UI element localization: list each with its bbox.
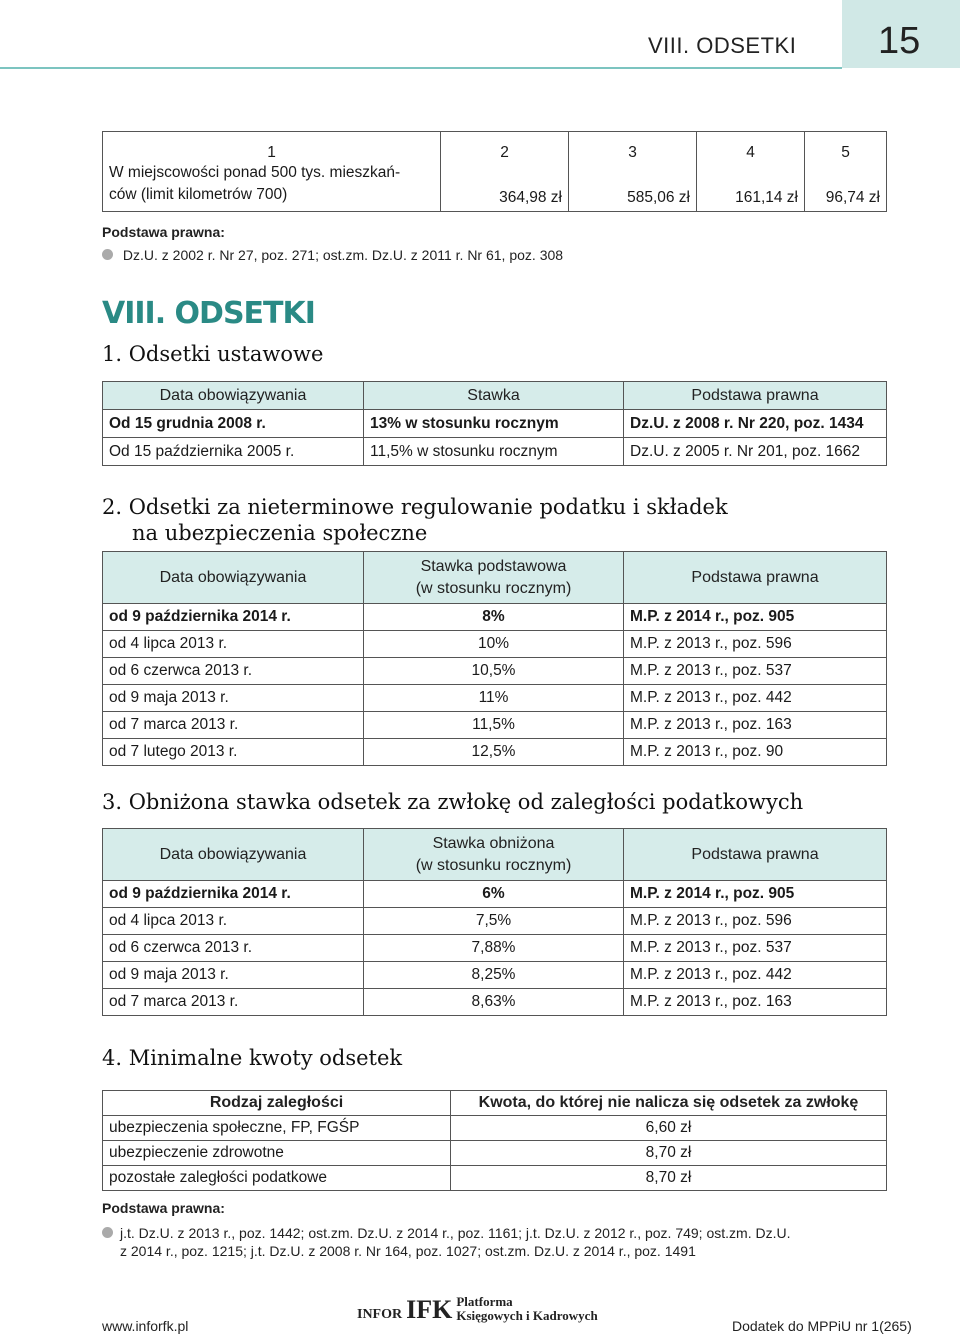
col-header-date: Data obowiązywania <box>103 382 364 410</box>
subsection-1-title: 1. Odsetki ustawowe <box>102 342 324 366</box>
cell-date: od 4 lipca 2013 r. <box>103 631 364 658</box>
table-row <box>103 438 887 466</box>
logo-infor: INFOR <box>357 1307 403 1322</box>
cell-date: Od 15 grudnia 2008 r. <box>103 410 364 438</box>
cell-basis: M.P. z 2013 r., poz. 442 <box>624 685 887 712</box>
table-row <box>103 935 887 962</box>
bullet-icon <box>102 249 113 260</box>
header-line: Stawka obniżona <box>432 834 555 852</box>
bullet-icon <box>102 1227 113 1238</box>
cell-rate: 8% <box>364 604 624 631</box>
minimum-interest-table <box>102 1090 887 1191</box>
cell-rate: 11,5% <box>364 712 624 739</box>
cell-date: Od 15 października 2005 r. <box>103 438 364 466</box>
table-row <box>103 908 887 935</box>
table-row <box>103 989 887 1016</box>
cell-basis: M.P. z 2013 r., poz. 596 <box>624 631 887 658</box>
value-cell: 585,06 zł <box>569 162 697 212</box>
value-cell: 96,74 zł <box>805 162 887 212</box>
cell-date: od 9 października 2014 r. <box>103 604 364 631</box>
table-row <box>103 631 887 658</box>
cell-date: od 9 maja 2013 r. <box>103 685 364 712</box>
table-row <box>103 162 887 212</box>
infor-ifk-logo <box>357 1295 598 1323</box>
subsection-2-title <box>102 494 728 546</box>
cell-basis: M.P. z 2013 r., poz. 163 <box>624 712 887 739</box>
logo-line: Platforma <box>456 1294 513 1309</box>
running-header: VIII. ODSETKI <box>648 33 797 58</box>
cell-type: ubezpieczenie zdrowotne <box>103 1141 451 1166</box>
footer-issue: Dodatek do MPPiU nr 1(265) <box>732 1318 912 1334</box>
cell-rate: 8,25% <box>364 962 624 989</box>
cell-rate: 11,5% w stosunku rocznym <box>364 438 624 466</box>
table-row <box>103 658 887 685</box>
cell-date: od 9 maja 2013 r. <box>103 962 364 989</box>
cell-date: od 6 czerwca 2013 r. <box>103 935 364 962</box>
row-label-line1: W miejscowości ponad 500 tys. mieszkań- <box>109 163 401 181</box>
cell-basis: M.P. z 2013 r., poz. 537 <box>624 658 887 685</box>
cell-basis: Dz.U. z 2008 r. Nr 220, poz. 1434 <box>624 410 887 438</box>
legal-basis-item <box>102 247 563 263</box>
cell-amount: 8,70 zł <box>451 1141 887 1166</box>
section-title: VIII. ODSETKI <box>102 296 315 331</box>
cell-date: od 4 lipca 2013 r. <box>103 908 364 935</box>
cell-rate: 7,5% <box>364 908 624 935</box>
table-row <box>103 410 887 438</box>
late-payment-interest-table <box>102 551 887 766</box>
cell-rate: 10,5% <box>364 658 624 685</box>
logo-line: Księgowych i Kadrowych <box>456 1308 598 1323</box>
header-rule <box>0 67 842 69</box>
title-line: na ubezpieczenia społeczne <box>132 521 428 545</box>
cell-basis: M.P. z 2013 r., poz. 163 <box>624 989 887 1016</box>
col-header-basis: Podstawa prawna <box>624 829 887 881</box>
col-header-3: 3 <box>569 132 697 162</box>
header-line: (w stosunku rocznym) <box>415 856 572 874</box>
legal-basis-text: z 2014 r., poz. 1215; j.t. Dz.U. z 2008 r. Nr 164, poz. 1027; ost.zm. Dz.U. z 2014 r., poz. 1491 <box>120 1243 696 1259</box>
table-row <box>103 1166 887 1191</box>
col-header-amount: Kwota, do której nie nalicza się odsetek za zwłokę <box>451 1091 887 1116</box>
legal-basis-item <box>102 1224 892 1260</box>
legal-basis-text: Dz.U. z 2002 r. Nr 27, poz. 271; ost.zm. Dz.U. z 2011 r. Nr 61, poz. 308 <box>122 247 564 263</box>
cell-date: od 9 października 2014 r. <box>103 881 364 908</box>
cell-amount: 8,70 zł <box>451 1166 887 1191</box>
cell-type: pozostałe zaległości podatkowe <box>103 1166 451 1191</box>
cell-date: od 7 marca 2013 r. <box>103 989 364 1016</box>
col-header-5: 5 <box>805 132 887 162</box>
cell-amount: 6,60 zł <box>451 1116 887 1141</box>
col-header-rate <box>364 552 624 604</box>
subsection-3-title: 3. Obniżona stawka odsetek za zwłokę od zaległości podatkowych <box>102 790 804 814</box>
header-line: (w stosunku rocznym) <box>415 579 572 597</box>
col-header-rate <box>364 829 624 881</box>
table-row <box>103 881 887 908</box>
title-line: 2. Odsetki za nieterminowe regulowanie podatku i składek <box>102 495 728 519</box>
col-header-4: 4 <box>697 132 805 162</box>
col-header-basis: Podstawa prawna <box>624 552 887 604</box>
col-header-rate: Stawka <box>364 382 624 410</box>
cell-date: od 6 czerwca 2013 r. <box>103 658 364 685</box>
table-row <box>103 1141 887 1166</box>
reduced-interest-table <box>102 828 887 1016</box>
cell-basis: M.P. z 2014 r., poz. 905 <box>624 604 887 631</box>
table-row <box>103 685 887 712</box>
table-row <box>103 739 887 766</box>
legal-basis-label: Podstawa prawna: <box>102 1200 225 1216</box>
col-header-2: 2 <box>441 132 569 162</box>
cell-basis: M.P. z 2014 r., poz. 905 <box>624 881 887 908</box>
cell-rate: 11% <box>364 685 624 712</box>
cell-rate: 10% <box>364 631 624 658</box>
col-header-1: 1 <box>103 132 441 162</box>
logo-ifk: IFK <box>406 1295 453 1324</box>
cell-rate: 8,63% <box>364 989 624 1016</box>
cell-date: od 7 lutego 2013 r. <box>103 739 364 766</box>
cell-rate: 6% <box>364 881 624 908</box>
value-cell: 364,98 zł <box>441 162 569 212</box>
cell-rate: 7,88% <box>364 935 624 962</box>
table-row <box>103 962 887 989</box>
cell-rate: 12,5% <box>364 739 624 766</box>
footer-url[interactable]: www.inforfk.pl <box>102 1318 189 1334</box>
cell-basis: Dz.U. z 2005 r. Nr 201, poz. 1662 <box>624 438 887 466</box>
page-number: 15 <box>878 20 921 62</box>
cell-date: od 7 marca 2013 r. <box>103 712 364 739</box>
cell-basis: M.P. z 2013 r., poz. 537 <box>624 935 887 962</box>
table-row <box>103 712 887 739</box>
travel-limit-table <box>102 131 887 212</box>
col-header-date: Data obowiązywania <box>103 829 364 881</box>
cell-rate: 13% w stosunku rocznym <box>364 410 624 438</box>
col-header-date: Data obowiązywania <box>103 552 364 604</box>
cell-type: ubezpieczenia społeczne, FP, FGŚP <box>103 1116 451 1141</box>
cell-basis: M.P. z 2013 r., poz. 442 <box>624 962 887 989</box>
legal-basis-label: Podstawa prawna: <box>102 224 225 240</box>
legal-basis-text: j.t. Dz.U. z 2013 r., poz. 1442; ost.zm. Dz.U. z 2014 r., poz. 1161; j.t. Dz.U. z 2012 r., poz. 749; ost.zm. Dz.U. <box>120 1225 791 1241</box>
row-label-line2: ców (limit kilometrów 700) <box>109 185 288 203</box>
table-row <box>103 604 887 631</box>
cell-basis: M.P. z 2013 r., poz. 596 <box>624 908 887 935</box>
subsection-4-title: 4. Minimalne kwoty odsetek <box>102 1046 403 1070</box>
statutory-interest-table <box>102 381 887 466</box>
value-cell: 161,14 zł <box>697 162 805 212</box>
col-header-basis: Podstawa prawna <box>624 382 887 410</box>
col-header-type: Rodzaj zaległości <box>103 1091 451 1116</box>
table-row <box>103 1116 887 1141</box>
cell-basis: M.P. z 2013 r., poz. 90 <box>624 739 887 766</box>
header-line: Stawka podstawowa <box>420 557 567 575</box>
